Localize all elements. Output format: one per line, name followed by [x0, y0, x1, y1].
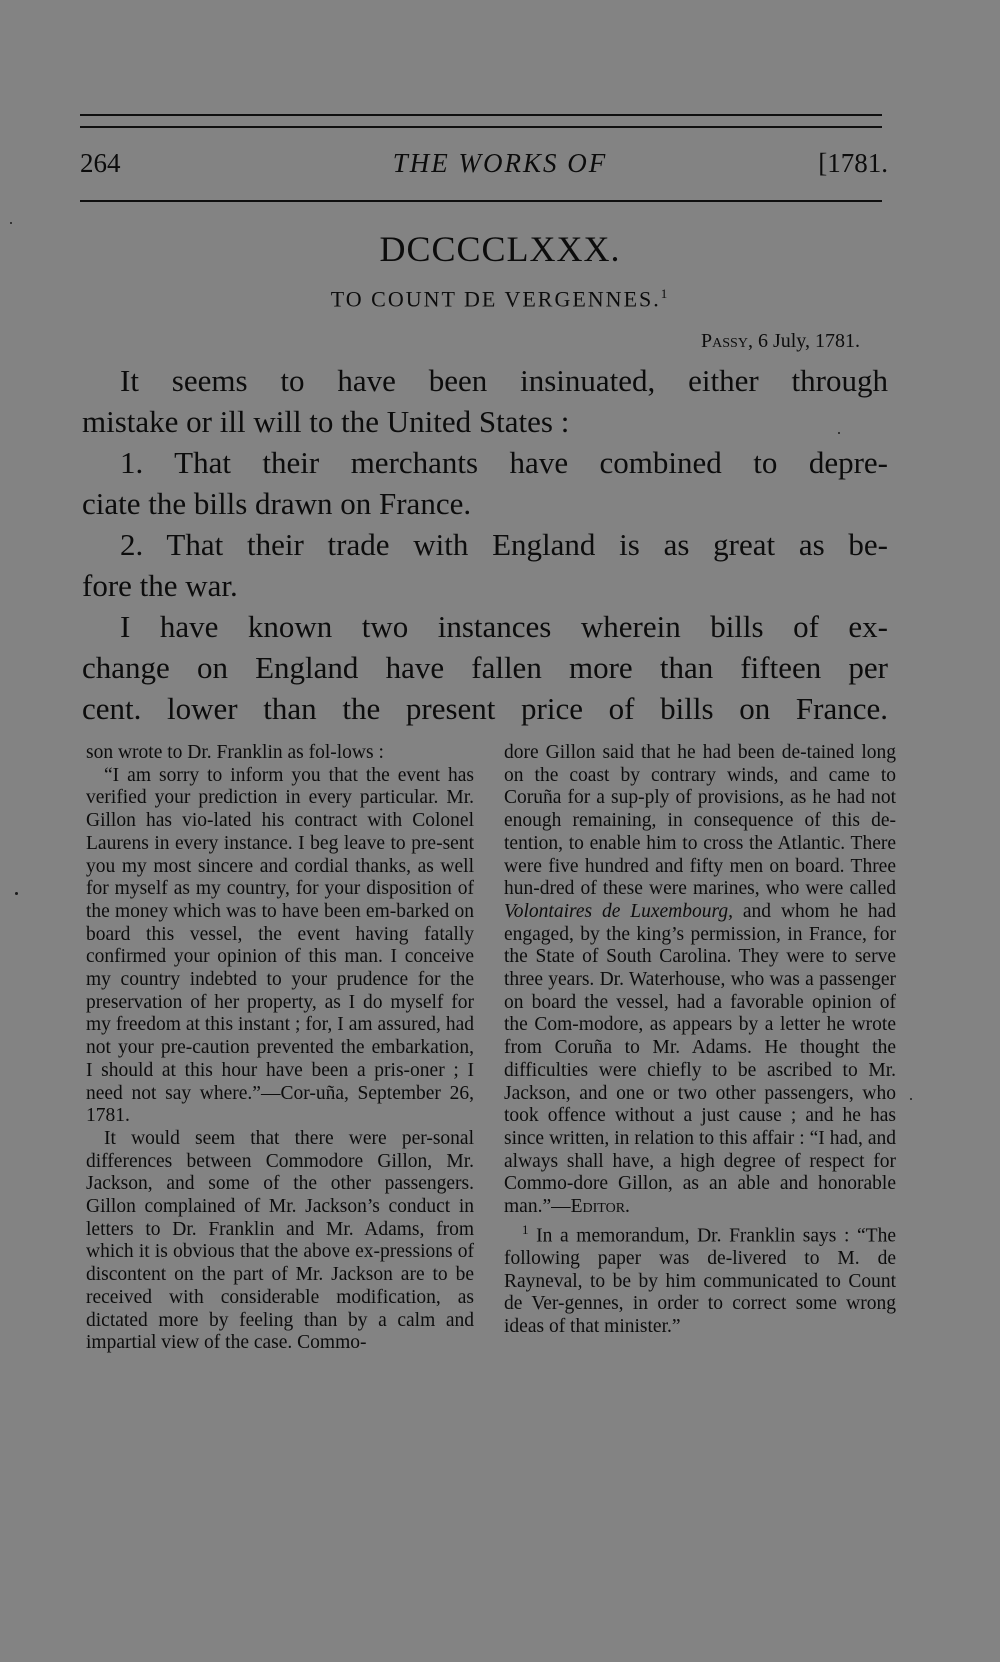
page-number: 264 — [80, 148, 121, 178]
dateline-date: 6 July, 1781. — [757, 330, 860, 352]
body-line: mistake or ill will to the United States : — [82, 404, 570, 439]
footnote-text: In a memorandum, Dr. Franklin says : “The following paper was de-livered to M. de Rayneval, to be by him communicated to Count de Ver-gennes, in order to correct some wrong ideas of that minister.” — [504, 1225, 896, 1338]
body-line: 2. That their trade with England is as great as be- — [120, 527, 888, 562]
note-quote: “I am sorry to inform you that the event has verified your prediction in every particular. Mr. Gillon has vio-lated his contract with Colonel Laurens in every instance. I beg leave to pre-sent you my most sincere and cordial thanks, as well for myself as my country, for your disposition of the money which was to have been em-barked on board this vessel, the event having fatally confirmed your opinion of this man. I conceive my country indebted to your prudence for the preservation of her property, as I do myself for my freedom at this instant ; for, I am assured, had not your pre-caution prevented the embarkation, I should at this hour have been a pris-oner ; I need not say where.”—Cor-uña, September 26, 1781. — [86, 764, 474, 1127]
scan-speck — [10, 222, 12, 224]
footnote — [504, 1219, 896, 1339]
footnote-mark: 1 — [660, 286, 670, 301]
note-italic-name: Volontaires de Luxembourg, — [504, 900, 734, 922]
body-line: change on England have fallen more than fifteen per — [82, 650, 888, 685]
footnote-number: 1 — [522, 1221, 529, 1237]
note-continuation — [504, 742, 896, 1219]
letter-number: DCCCCLXXX. — [379, 229, 621, 269]
scan-speck — [15, 892, 18, 895]
body-line: I have known two instances wherein bills of ex- — [120, 609, 888, 644]
body-line: 1. That their merchants have combined to depre- — [120, 445, 888, 480]
dateline — [701, 330, 860, 353]
header-rule — [80, 200, 882, 202]
note-opening: son wrote to Dr. Franklin as fol-lows : — [86, 742, 384, 763]
note-paragraph: It would seem that there were per-sonal differences between Commodore Gillon, Mr. Jackson, and some of the other passengers. Gillon complained of Mr. Jackson’s conduct in letters to Dr. Franklin and Mr. Adams, from which it is obvious that the above ex-pressions of discontent on the part of Mr. Jackson are to be received with considerable modification, as dictated more by feeling than by a calm and impartial view of the case. Commo- — [86, 1127, 474, 1354]
dateline-place: Passy, — [701, 330, 753, 352]
scan-speck — [838, 432, 840, 434]
note-text: and whom he had engaged, by the king’s permission, in France, for the State of South Carolina. They were to serve three years. Dr. Waterhouse, who was a passenger on board the vessel, had a favorable opinion of the Com-modore, as appears by a letter he wrote from Coruña to Mr. Adams. He thought the difficulties were chiefly to be ascribed to Mr. Jackson, and one or two other passengers, who took offence without a just cause ; and he has since written, in relation to this affair : “I had, and always shall have, a high degree of respect for Commo-dore Gillon, as an able and honorable man.”— — [504, 900, 897, 1218]
scan-speck — [910, 1098, 912, 1100]
body-line: It seems to have been insinuated, either through — [120, 363, 888, 398]
body-line: fore the war. — [82, 568, 238, 603]
top-rule-2 — [80, 126, 882, 128]
note-text: dore Gillon said that he had been de-tained long on the coast by contrary winds, and came to Coruña for a sup-ply of provisions, as he had not enough remaining, in consequence of this de-tention, to enable him to cross the Atlantic. There were five hundred and fifty men on board. Three hun-dred of these were marines, who were called — [504, 742, 896, 900]
notes-left-column — [86, 742, 474, 1355]
letter-addressee — [0, 286, 1000, 312]
addressee-text: TO COUNT DE VERGENNES. — [330, 286, 661, 312]
top-rule-1 — [80, 114, 882, 116]
header-year: [1781. — [818, 148, 888, 178]
notes-right-column — [504, 742, 896, 1339]
body-line: cent. lower than the present price of bills on France. — [82, 691, 888, 726]
running-title: THE WORKS OF — [392, 148, 608, 178]
body-line: ciate the bills drawn on France. — [82, 486, 472, 521]
editor-signature: Editor. — [570, 1196, 630, 1218]
